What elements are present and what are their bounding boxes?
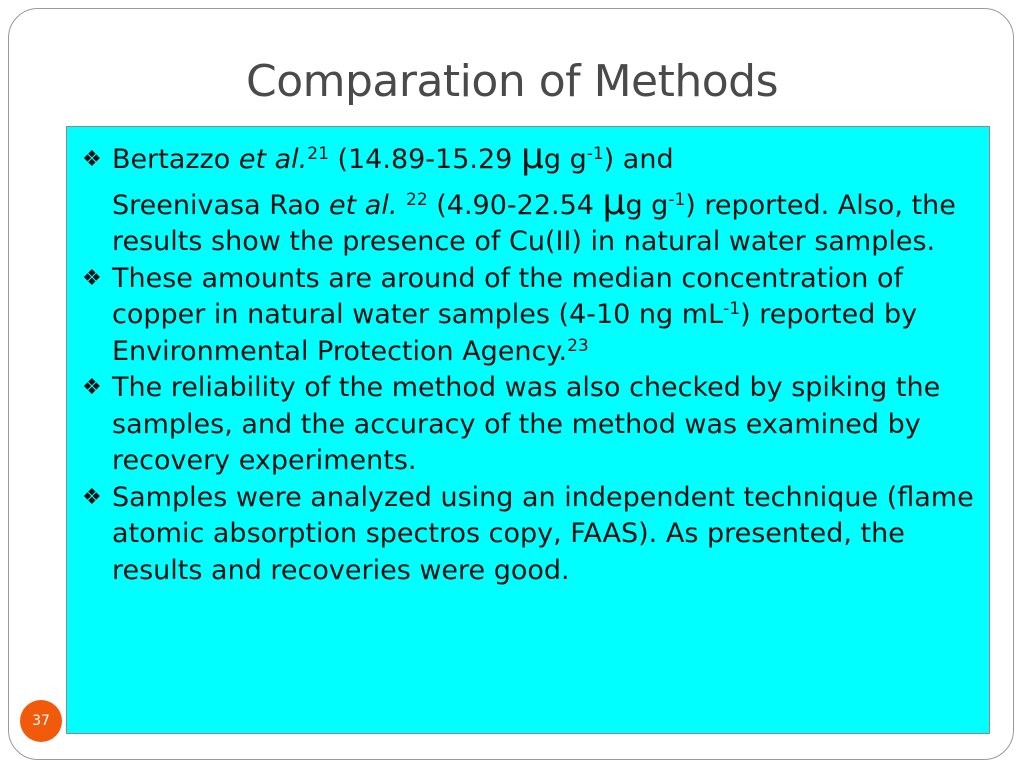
micro-symbol-2: μ [602,181,626,223]
bullet-1-rest: reported. Also, the results show the presence of Cu(II) in natural water samples. [112,189,956,257]
exponent-minus-one: -1 [586,144,604,164]
unit-g-g: g g [543,144,587,175]
micro-symbol: μ [520,136,544,177]
bullet-item-1 [82,136,982,261]
et-al-2: et al. [329,189,398,221]
bullet-2-text: These amounts are around of the median concentration of copper in natural water samples (4-10 ng mL [112,262,903,330]
et-al-1: et al. [238,144,308,175]
author-sreenivasa-rao: Sreenivasa Rao [112,189,330,221]
bullet-list [82,136,982,589]
reference-23: 23 [567,335,589,356]
range-1: (14.89-15.29 [328,144,521,175]
bullet-item-2 [82,261,982,371]
exponent-ml: -1 [723,299,741,319]
bullet-item-3 [82,370,982,480]
diamond-bullet-icon: ❖ [82,265,102,291]
diamond-bullet-icon: ❖ [82,375,102,400]
exponent-minus-one-2: -1 [668,189,686,210]
close-paren: ) [685,189,696,221]
author-bertazzo: Bertazzo [112,144,239,175]
bullet-item-4 [82,480,982,590]
reference-22: 22 [406,189,428,210]
page-number-badge: 37 [20,700,62,742]
bullet-1-line-2 [112,181,982,261]
diamond-bullet-icon: ❖ [82,147,102,172]
bullet-1-line-1 [112,136,982,179]
reference-21: 21 [307,144,329,164]
unit-g-g-2: g g [625,189,669,221]
range-2: (4.90-22.54 [427,189,603,221]
slide-title: Comparation of Methods [245,56,779,107]
bullet-4-text: Samples were analyzed using an independent technique (flame atomic absorption spectros copy, FAAS). As presented, the results and recoveries were good. [112,481,974,586]
and-text: ) and [603,144,674,175]
bullet-3-text: The reliability of the method was also checked by spiking the samples, and the accuracy of the method was examined by recovery experiments. [112,372,941,476]
bullet-2-text-after: ) reported by Environmental Protection Agency. [112,299,918,367]
diamond-bullet-icon: ❖ [82,484,102,510]
